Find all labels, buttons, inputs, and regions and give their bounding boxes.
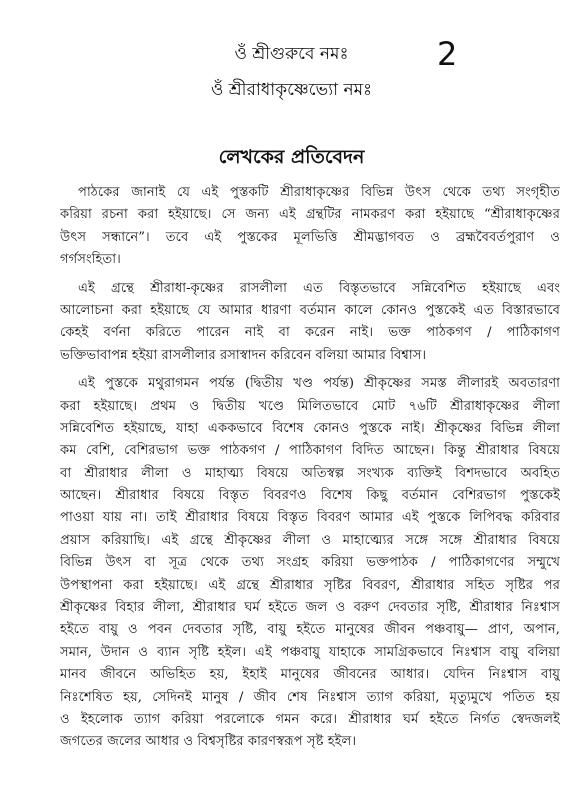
text-line: উৎস সন্ধানে”। তবে এই পুস্তকের মূলভিত্তি শ্রীমদ্ভাগবত ও ব্রহ্মবৈবর্তপুরাণ ও xyxy=(60,229,560,245)
text-line: পাঠকের জানাই যে এই পুস্তকটি শ্রীরাধাকৃষ্ণের বিভিন্ন উৎস থেকে তথ্য সংগৃহীত xyxy=(78,185,560,200)
text-line: আলোচনা করা হইয়াছে যে আমার ধারণা বর্তমান কালে কোনও পুস্তকেই এত বিস্তারভাবে xyxy=(60,302,560,318)
text-line: শ্রীকৃষ্ণের বিহার লীলা, শ্রীরাধার ঘর্ম হইতে জল ও বরুণ দেবতার সৃষ্টি, শ্রীরাধার নিঃশ্বাস xyxy=(60,600,560,616)
text-line: এই গ্রন্থে শ্রীরাধা-কৃষ্ণের রাসলীলা এত বিস্তৃতভাবে সন্নিবেশিত হইয়াছে এবং xyxy=(78,280,560,296)
text-line: উপস্থাপনা করা হইয়াছে। এই গ্রন্থে শ্রীরাধার সৃষ্টির বিবরণ, শ্রীরাধার সহিত সৃষ্টির পর xyxy=(60,577,560,593)
text-line: সমান, উদান ও ব্যান সৃষ্টি হইল। এই পঞ্চবায়ু যাহাকে সামগ্রিকভাবে নিঃশ্বাস বায়ু বলিয়া xyxy=(60,644,560,660)
text-line: নিঃশেষিত হয়, সেদিনই মানুষ / জীব শেষ নিঃশ্বাস ত্যাগ করিয়া, মৃত্যুমুখে পতিত হয় xyxy=(60,689,560,705)
text-line: করিয়া রচনা করা হইয়াছে। সে জন্য এই গ্রন্থটির নামকরণ করা হইয়াছে “শ্রীরাধাকৃষ্ণের xyxy=(60,207,560,223)
body-text xyxy=(60,182,560,760)
text-line: ও ইহলোক ত্যাগ করিয়া পরলোকে গমন করে। শ্রীরাধার ঘর্ম হইতে নির্গত স্বেদজলই xyxy=(60,711,560,727)
text-line: গর্গসংহিতা। xyxy=(60,252,121,268)
text-line: পাওয়া যায় না। তাই শ্রীরাধার বিষয়ে বিস্তৃত বিবরণ আমার এই পুস্তকে লিপিবদ্ধ করিবার xyxy=(60,510,560,526)
paragraph xyxy=(60,373,560,754)
text-line: করা হইয়াছে। প্রথম ও দ্বিতীয় খণ্ডে মিলিতভাবে মোট ৭৬টি শ্রীরাধাকৃষ্ণের লীলা xyxy=(60,398,560,414)
text-line: প্রয়াস করিয়াছি। এই গ্রন্থে শ্রীকৃষ্ণের লীলা ও মাহাত্ম্যের সঙ্গে সঙ্গে শ্রীরাধার বিষয়ে xyxy=(60,532,560,548)
text-line: হইতে বায়ু ও পবন দেবতার সৃষ্টি, বায়ু হইতে মানুষের জীবন পঞ্চবায়ু— প্রাণ, অপান, xyxy=(60,622,560,638)
invocation-line-radhakrishna: ওঁ শ্রীরাধাকৃষ্ণেভ্যো নমঃ xyxy=(210,80,373,100)
text-line: কেহই বর্ণনা করিতে পারেন নাই বা করেন নাই। ভক্ত পাঠকগণ / পাঠিকাগণ xyxy=(60,325,560,341)
paragraph xyxy=(60,182,560,272)
paragraph xyxy=(60,278,560,368)
text-line: সন্নিবেশিত হইয়াছে, যাহা এককভাবে বিশেষ কোনও পুস্তকে নাই। শ্রীকৃষ্ণের বিভিন্ন লীলা xyxy=(60,420,560,436)
invocation-line-guru: ওঁ শ্রীগুরুবে নমঃ xyxy=(234,44,349,64)
text-line: ভক্তিভাবাপন্ন হইয়া রাসলীলার রসাস্বাদন করিবেন বলিয়া আমার বিশ্বাস। xyxy=(60,347,427,363)
page-number: 2 xyxy=(437,35,458,73)
text-line: কম বেশি, বেশিরভাগ ভক্ত পাঠকগণ / পাঠিকাগণ বিদিত আছেন। কিন্তু শ্রীরাধার বিষয়ে xyxy=(60,443,560,459)
text-line: মানব জীবনে অভিহিত হয়, ইহাই মানুষের জীবনের আধার। যেদিন নিঃশ্বাস বায়ু xyxy=(60,667,560,683)
text-line: আছেন। শ্রীরাধার বিষয়ে বিস্তৃত বিবরণও বিশেষ কিছু বর্তমান বেশিরভাগ পুস্তকেই xyxy=(60,488,560,504)
text-line: বা শ্রীরাধার লীলা ও মাহাত্ম্য বিষয়ে অতিস্বল্প সংখ্যক ব্যক্তিই বিশদভাবে অবহিত xyxy=(60,465,560,481)
text-line: এই পুস্তকে মথুরাগমন পর্যন্ত (দ্বিতীয় খণ্ড পর্যন্ত) শ্রীকৃষ্ণের সমস্ত লীলারই অবতারণা xyxy=(78,376,560,392)
text-line: বিভিন্ন উৎস বা সূত্র থেকে তথ্য সংগ্রহ করিয়া ভক্তপাঠক / পাঠিকাগণের সম্মুখে xyxy=(60,555,560,571)
section-heading: লেখকের প্রতিবেদন xyxy=(218,146,365,168)
text-line: জগতের জলের আধার ও বিশ্বসৃষ্টির কারণস্বরূপ সৃষ্ট হইল। xyxy=(60,734,357,750)
